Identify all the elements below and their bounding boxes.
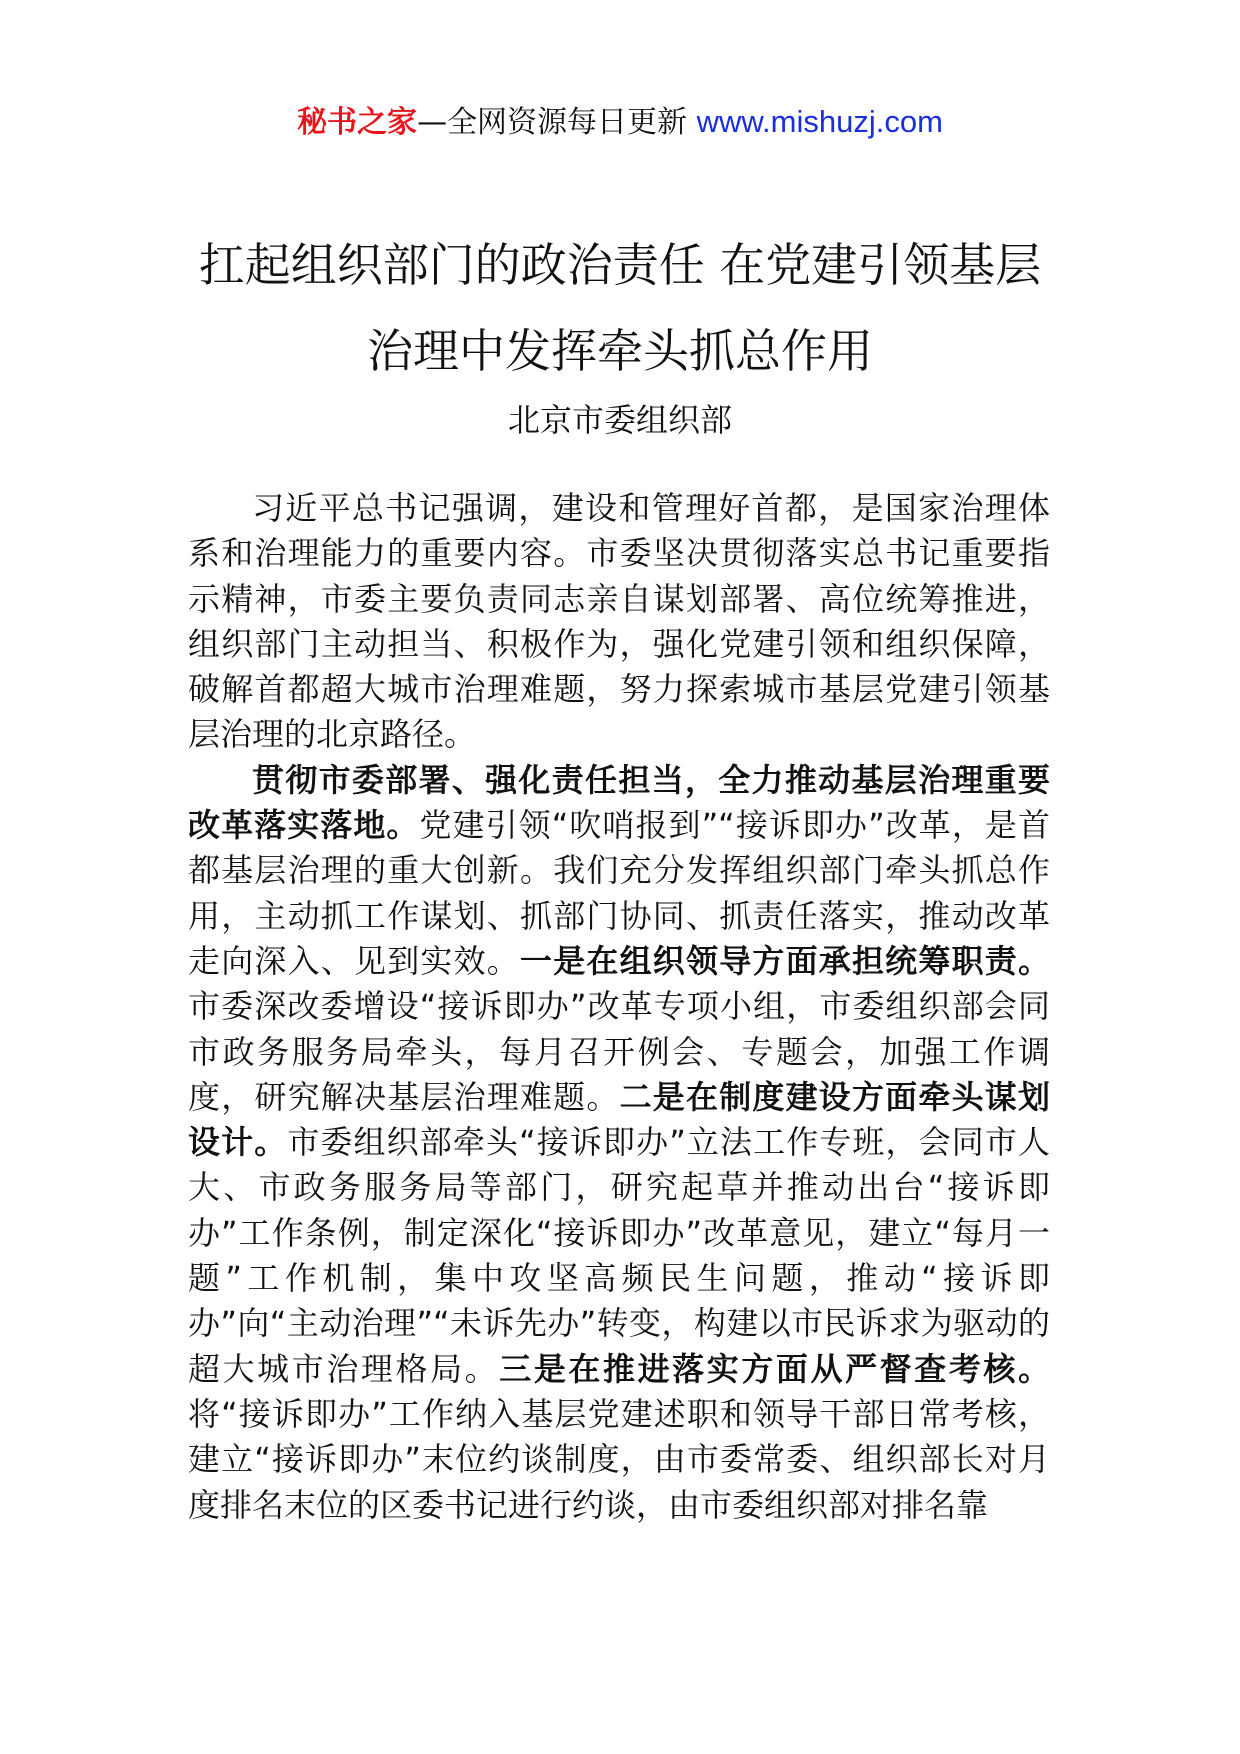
document-body	[188, 486, 1050, 1528]
point-three-heading: 三是在推进落实方面从严督查考核。	[499, 1349, 1050, 1388]
document-author: 北京市委组织部	[507, 401, 732, 439]
point-two-heading: 二是在制度建设方面牵头谋划设计。	[188, 1077, 1050, 1162]
point-one-heading: 一是在组织领导方面承担统筹职责。	[520, 941, 1050, 980]
paragraph-1	[188, 486, 1050, 758]
header-slogan: —全网资源每日更新	[417, 105, 688, 140]
brand-name: 秘书之家	[297, 105, 418, 140]
paragraph-text: 党建引领“吹哨报到”“接诉即办”改革，是首都基层治理的重大创新。我们充分发挥组织部门牵头抓总作用，主动抓工作谋划、抓部门协同、抓责任落实，推动改革走向深入、见到实效。	[188, 806, 1050, 980]
paragraph-text: 习近平总书记强调，建设和管理好首都，是国家治理体系和治理能力的重要内容。市委坚决贯彻落实总书记重要指示精神，市委主要负责同志亲自谋划部署、高位统筹推进，组织部门主动担当、积极作为，强化党建引领和组织保障，破解首都超大城市治理难题，努力探索城市基层党建引领基层治理的北京路径。	[188, 489, 1050, 754]
paragraph-text: 市委深改委增设“接诉即办”改革专项小组，市委组织部会同市政务服务局牵头，每月召开例会、专题会，加强工作调度，研究解决基层治理难题。	[188, 987, 1050, 1116]
site-header	[0, 102, 1240, 143]
paragraph-text: 市委组织部牵头“接诉即办”立法工作专班，会同市人大、市政务服务局等部门，研究起草并推动出台“接诉即办”工作条例，制定深化“接诉即办”改革意见，建立“每月一题”工作机制，集中攻坚高频民生问题，推动“接诉即办”向“主动治理”“未诉先办”转变，构建以市民诉求为驱动的超大城市治理格局。	[188, 1123, 1050, 1388]
paragraph-text: 将“接诉即办”工作纳入基层党建述职和领导干部日常考核，建立“接诉即办”末位约谈制度，由市委常委、组织部长对月度排名末位的区委书记进行约谈，由市委组织部对排名靠	[188, 1394, 1050, 1524]
document-title: 扛起组织部门的政治责任 在党建引领基层治理中发挥牵头抓总作用	[198, 238, 1042, 378]
paragraph-2	[188, 758, 1050, 1528]
paragraph-lead-heading: 贯彻市委部署、强化责任担当，全力推动基层治理重要改革落实落地。	[188, 760, 1050, 845]
site-url-link[interactable]: www.mishuzj.com	[696, 104, 943, 139]
